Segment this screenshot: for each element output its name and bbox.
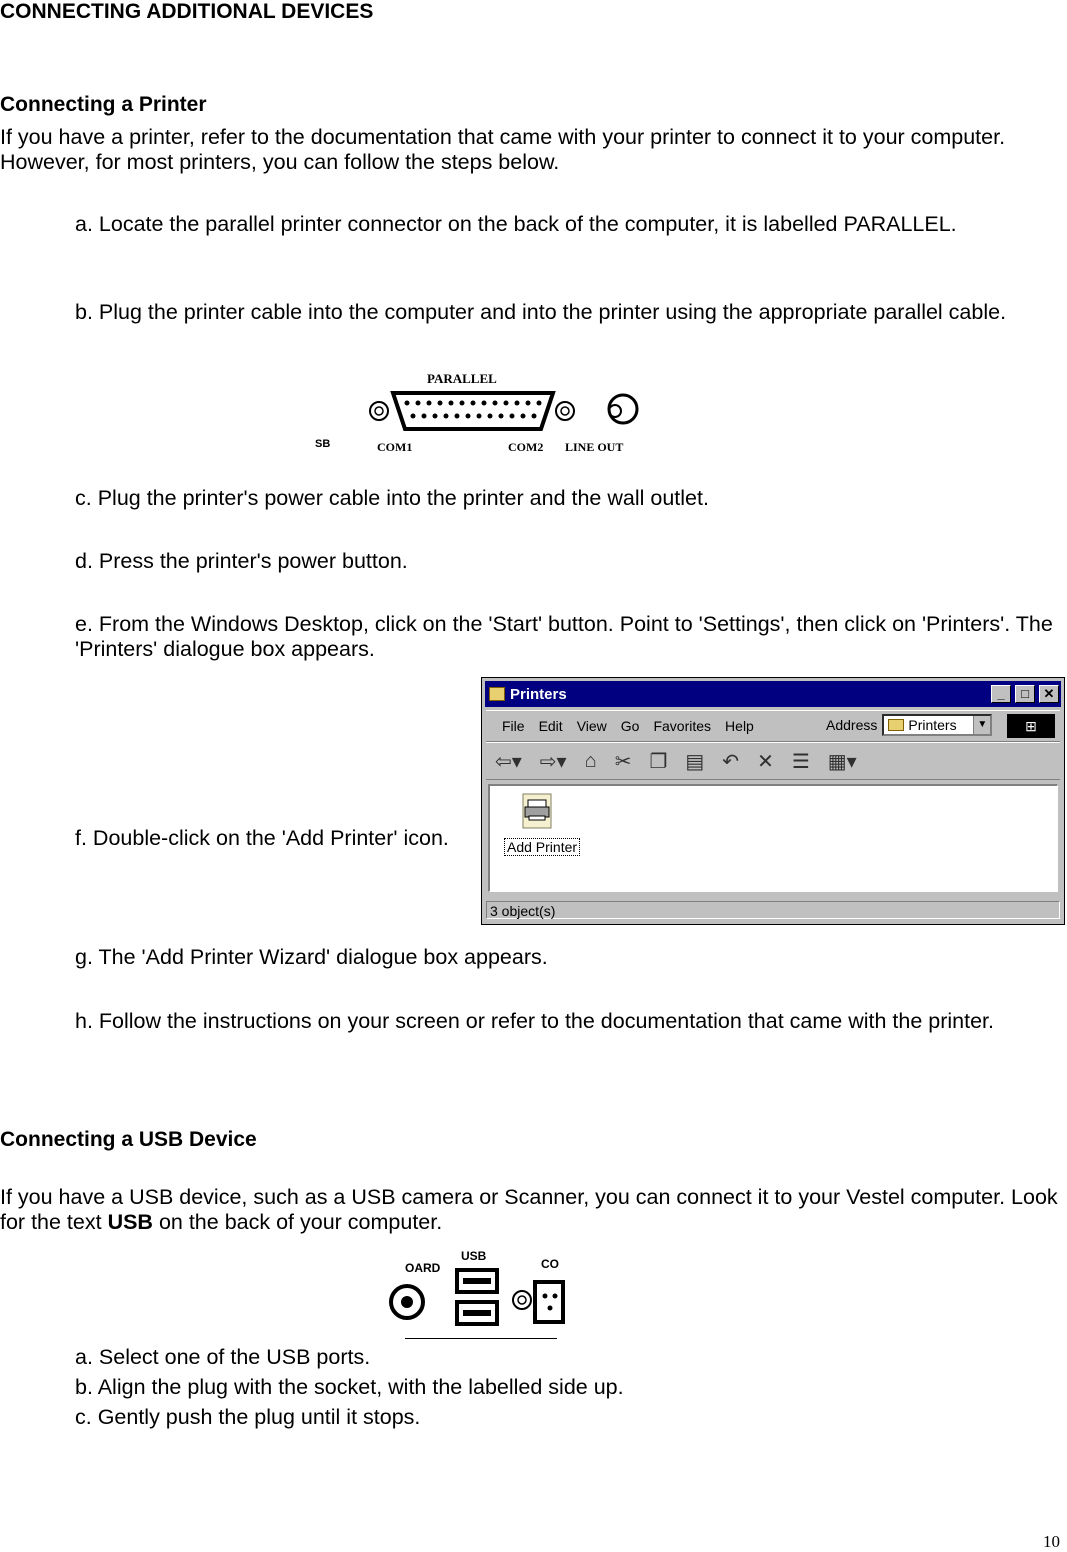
menu-bar xyxy=(486,710,1060,742)
usb-ports-image xyxy=(405,1238,557,1339)
printers-folder-icon xyxy=(489,687,505,701)
views-icon[interactable]: ▦▾ xyxy=(827,750,857,773)
usb-intro-after: on the back of your computer. xyxy=(152,1210,443,1234)
menu-help[interactable]: Help xyxy=(725,718,754,734)
windows-logo-icon: ⊞ xyxy=(1007,714,1055,738)
line-out-label: LINE OUT xyxy=(565,440,624,454)
com2-label: COM2 xyxy=(508,440,544,454)
delete-icon[interactable]: ✕ xyxy=(757,750,774,773)
maximize-button[interactable]: □ xyxy=(1015,685,1035,703)
usb-partial-label: SB xyxy=(315,438,331,450)
address-dropdown-icon[interactable]: ▼ xyxy=(973,716,990,734)
address-bar xyxy=(826,714,992,736)
undo-icon[interactable]: ↶ xyxy=(722,750,740,773)
menu-view[interactable]: View xyxy=(576,718,607,734)
up-folder-icon[interactable]: ⌂ xyxy=(584,749,597,772)
add-printer-icon[interactable] xyxy=(520,792,554,830)
usb-step-c: c. Gently push the plug until it stops. xyxy=(75,1405,421,1429)
com1-label: COM1 xyxy=(377,440,413,454)
parallel-label: PARALLEL xyxy=(427,371,497,386)
window-title: Printers xyxy=(510,685,567,703)
add-printer-label[interactable]: Add Printer xyxy=(504,838,580,856)
printer-step-a: a. Locate the parallel printer connector on the back of the computer, it is labelled PARALLEL. xyxy=(75,212,957,236)
usb-intro xyxy=(0,1185,1064,1235)
cut-icon[interactable]: ✂ xyxy=(614,750,632,773)
address-value: Printers xyxy=(908,717,957,733)
forward-icon[interactable]: ⇨▾ xyxy=(539,750,567,773)
toolbar xyxy=(486,742,1060,780)
keyboard-partial-label: OARD xyxy=(405,1261,441,1275)
minimize-button[interactable]: _ xyxy=(991,685,1011,703)
usb-intro-bold: USB xyxy=(107,1210,153,1234)
menu-file[interactable]: File xyxy=(502,718,525,734)
printer-section-heading: Connecting a Printer xyxy=(0,93,207,116)
printer-step-b: b. Plug the printer cable into the computer and into the printer using the appropriate parallel cable. xyxy=(75,300,1007,324)
back-icon[interactable]: ⇦▾ xyxy=(495,750,522,773)
printer-step-f: f. Double-click on the 'Add Printer' icon. xyxy=(75,826,449,850)
page-title: CONNECTING ADDITIONAL DEVICES xyxy=(0,0,374,23)
printer-step-h: h. Follow the instructions on your screen or refer to the documentation that came with the printer. xyxy=(75,1009,994,1033)
window-titlebar xyxy=(485,681,1061,707)
address-label: Address xyxy=(826,717,878,733)
usb-step-a: a. Select one of the USB ports. xyxy=(75,1345,371,1369)
status-bar xyxy=(486,899,1060,921)
printer-intro: If you have a printer, refer to the documentation that came with your printer to connect it to your computer. However, for most printers, you can follow the steps below. xyxy=(0,125,1006,174)
page-number: 10 xyxy=(1043,1532,1060,1551)
status-text: 3 object(s) xyxy=(486,901,1060,919)
printer-step-d: d. Press the printer's power button. xyxy=(75,549,408,573)
usb-step-b: b. Align the plug with the socket, with the labelled side up. xyxy=(75,1375,624,1399)
paste-icon[interactable]: ▤ xyxy=(685,750,705,773)
copy-icon[interactable]: ❐ xyxy=(649,750,668,773)
printers-window xyxy=(481,677,1065,925)
address-folder-icon xyxy=(888,719,904,731)
printer-step-c: c. Plug the printer's power cable into the printer and the wall outlet. xyxy=(75,486,709,510)
close-button[interactable]: ✕ xyxy=(1039,685,1059,703)
menu-favorites[interactable]: Favorites xyxy=(653,718,712,734)
printer-step-g: g. The 'Add Printer Wizard' dialogue box appears. xyxy=(75,945,548,969)
properties-icon[interactable]: ☰ xyxy=(791,750,810,773)
usb-label: USB xyxy=(461,1249,487,1263)
usb-intro-before: If you have a USB device, such as a USB camera or Scanner, you can connect it to your Vestel computer. Look for the text xyxy=(0,1185,1058,1234)
address-field[interactable] xyxy=(882,714,992,736)
usb-section-heading: Connecting a USB Device xyxy=(0,1128,257,1151)
parallel-connector-image xyxy=(315,369,633,454)
folder-content xyxy=(488,784,1058,892)
menu-edit[interactable]: Edit xyxy=(538,718,563,734)
com-partial-label: CO xyxy=(541,1257,559,1271)
menu-go[interactable]: Go xyxy=(620,718,640,734)
printer-step-e: e. From the Windows Desktop, click on the 'Start' button. Point to 'Settings', then click on 'Printers'. The 'Printers' dialogue box appears. xyxy=(75,612,1053,661)
